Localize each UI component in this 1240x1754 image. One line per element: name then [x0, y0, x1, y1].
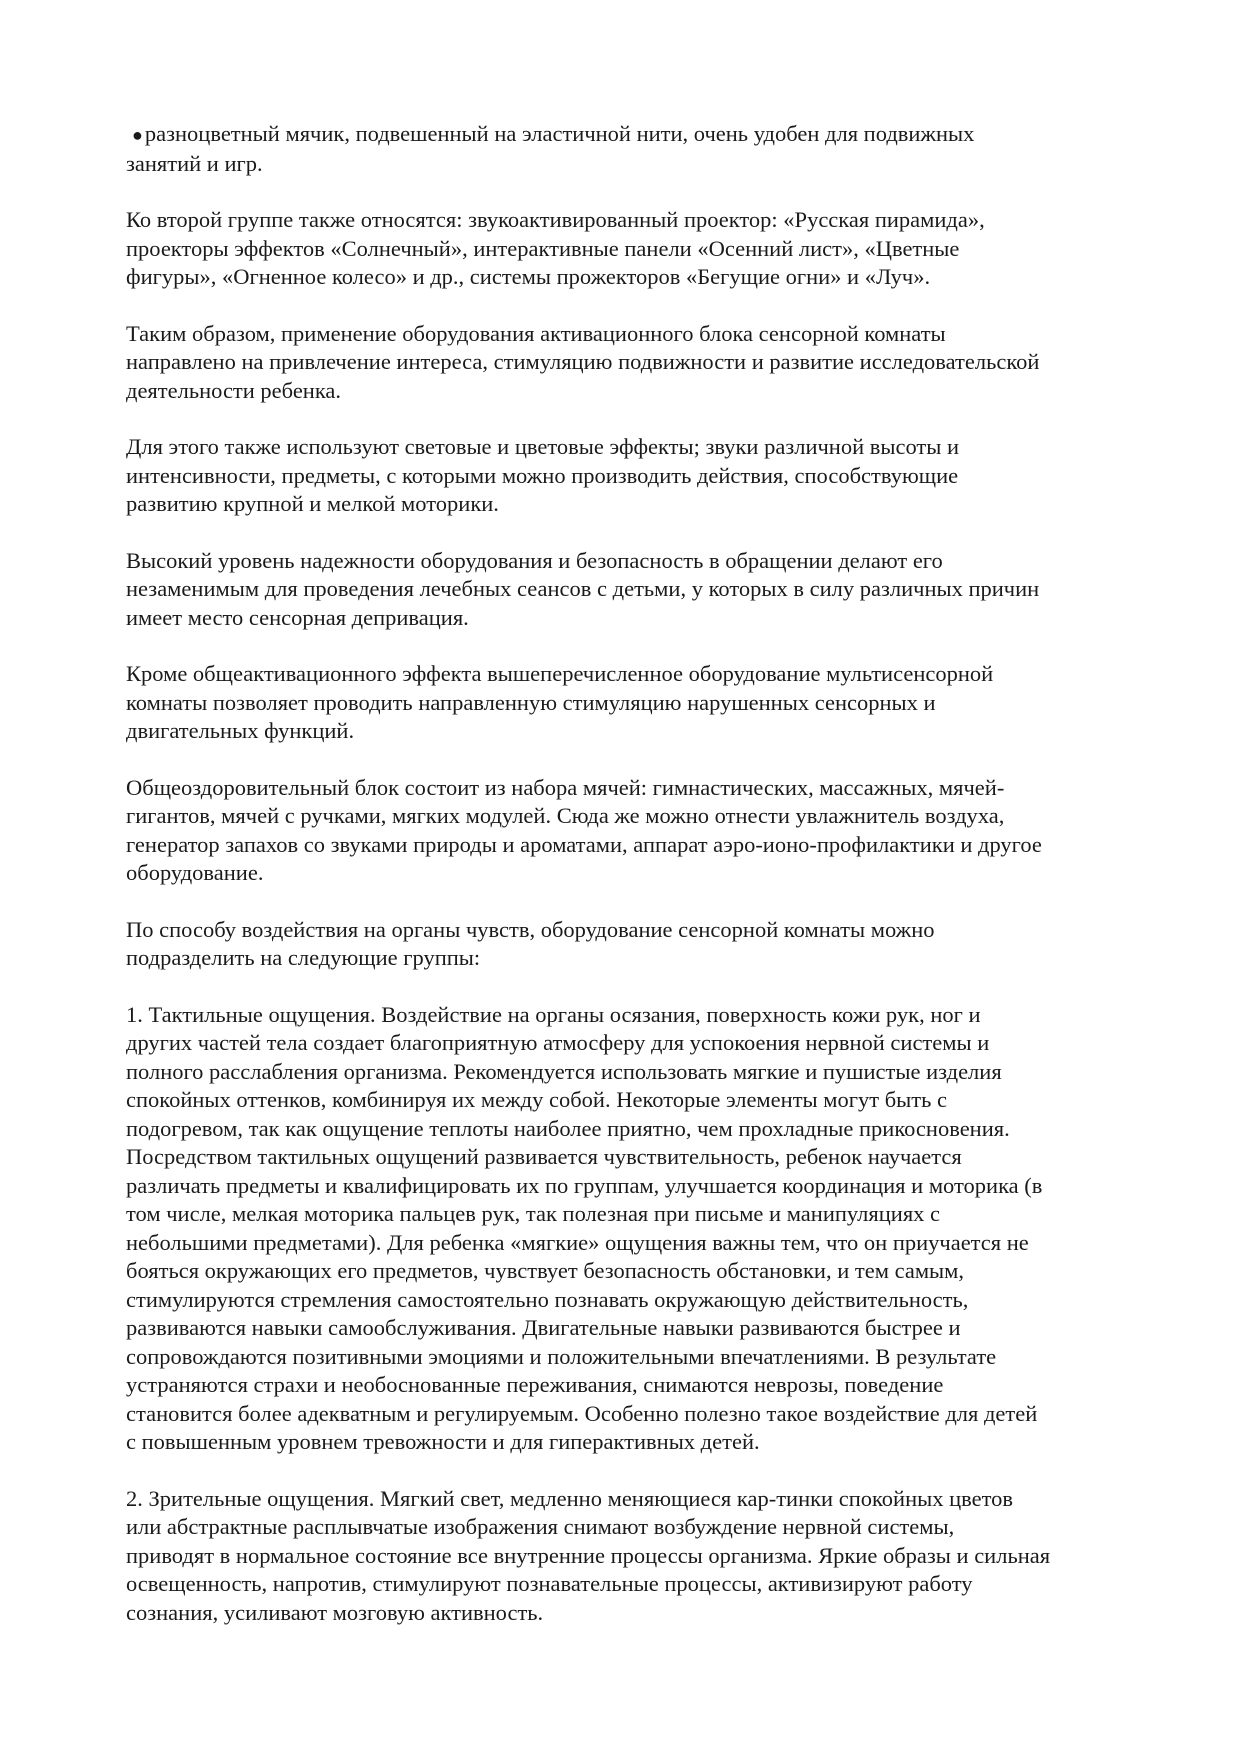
paragraph-line: подогревом, так как ощущение теплоты наиболее приятно, чем прохладные прикосновения. — [126, 1115, 1010, 1141]
paragraph — [126, 320, 1186, 406]
paragraph-line: По способу воздействия на органы чувств, оборудование сенсорной комнаты можно — [126, 916, 935, 942]
paragraph-line: стимулируются стремления самостоятельно познавать окружающую действительность, — [126, 1286, 969, 1312]
bullet-item — [126, 120, 1186, 178]
paragraph-line: подразделить на следующие группы: — [126, 945, 481, 970]
paragraph-line: направлено на привлечение интереса, стимуляцию подвижности и развитие исследовательской — [126, 349, 1040, 374]
paragraph-line: освещенность, напротив, стимулируют познавательные процессы, активизируют работу — [126, 1571, 973, 1596]
paragraph-line: бояться окружающих его предметов, чувствует безопасность обстановки, и тем самым, — [126, 1258, 965, 1283]
paragraph-line: Кроме общеактивационного эффекта вышеперечисленное оборудование мультисенсорной — [126, 661, 994, 686]
paragraph-line: становится более адекватным и регулируемым. Особенно полезно такое воздействие для детей — [126, 1400, 1038, 1426]
paragraph-line: незаменимым для проведения лечебных сеансов с детьми, у которых в силу различных причин — [126, 576, 1040, 601]
bullet-marker: ● — [132, 125, 143, 145]
paragraph-line: сопровождаются позитивными эмоциями и положительными впечатлениями. В результате — [126, 1343, 997, 1369]
paragraph-line: или абстрактные расплывчатые изображения снимают возбуждение нервной системы, — [126, 1514, 955, 1539]
paragraph — [126, 1001, 1186, 1457]
bullet-line-1 — [126, 120, 1186, 150]
paragraph-line: Ко второй группе также относятся: звукоактивированный проектор: «Русская пирамида», — [126, 207, 985, 232]
paragraph-line: других частей тела создает благоприятную атмосферу для успокоения нервной системы и — [126, 1030, 990, 1055]
paragraph-line: фигуры», «Огненное колесо» и др., системы прожекторов «Бегущие огни» и «Луч». — [126, 264, 931, 289]
document-page — [126, 120, 1186, 1655]
paragraph-line: с повышенным уровнем тревожности и для гиперактивных детей. — [126, 1429, 760, 1454]
paragraph-line: комнаты позволяет проводить направленную стимуляцию нарушенных сенсорных и — [126, 689, 936, 715]
paragraph-line: приводят в нормальное состояние все внутренние процессы организма. Яркие образы и сильная — [126, 1542, 1051, 1568]
paragraph — [126, 433, 1186, 519]
paragraph — [126, 206, 1186, 292]
paragraph — [126, 660, 1186, 746]
paragraph — [126, 1485, 1186, 1628]
paragraph — [126, 547, 1186, 633]
paragraph-line: развитию крупной и мелкой моторики. — [126, 491, 499, 516]
paragraph-line: том числе, мелкая моторика пальцев рук, так полезная при письме и манипуляциях с — [126, 1201, 941, 1226]
bullet-line-2: занятий и игр. — [126, 150, 263, 176]
paragraph-line: проекторы эффектов «Солнечный», интерактивные панели «Осенний лист», «Цветные — [126, 235, 960, 261]
paragraph-line: 2. Зрительные ощущения. Мягкий свет, медленно меняющиеся кар-тинки спокойных цветов — [126, 1485, 1014, 1511]
paragraph-line: 1. Тактильные ощущения. Воздействие на органы осязания, поверхность кожи рук, ног и — [126, 1001, 981, 1027]
paragraph-line: генератор запахов со звуками природы и ароматами, аппарат аэро-ионо-профилактики и другое — [126, 831, 1042, 857]
paragraph-line: Общеоздоровительный блок состоит из набора мячей: гимнастических, массажных, мячей- — [126, 774, 1005, 800]
paragraphs-container — [126, 206, 1186, 1627]
paragraph-line: деятельности ребенка. — [126, 377, 342, 403]
paragraph-line: сознания, усиливают мозговую активность. — [126, 1599, 544, 1625]
paragraph-line: оборудование. — [126, 860, 264, 885]
paragraph — [126, 774, 1186, 888]
paragraph-line: Посредством тактильных ощущений развивается чувствительность, ребенок научается — [126, 1144, 962, 1169]
paragraph-line: интенсивности, предметы, с которыми можно производить действия, способствующие — [126, 462, 959, 488]
paragraph-line: имеет место сенсорная депривация. — [126, 604, 469, 630]
paragraph-line: полного расслабления организма. Рекомендуется использовать мягкие и пушистые изделия — [126, 1058, 1002, 1084]
paragraph-line: двигательных функций. — [126, 718, 355, 743]
paragraph-line: небольшими предметами). Для ребенка «мягкие» ощущения важны тем, что он приучается не — [126, 1229, 1029, 1255]
bullet-text: разноцветный мячик, подвешенный на эластичной нити, очень удобен для подвижных — [144, 121, 975, 146]
paragraph-line: Таким образом, применение оборудования активационного блока сенсорной комнаты — [126, 320, 946, 346]
paragraph-line: устраняются страхи и необоснованные переживания, снимаются неврозы, поведение — [126, 1372, 944, 1397]
paragraph-line: развиваются навыки самообслуживания. Двигательные навыки развиваются быстрее и — [126, 1315, 961, 1340]
paragraph-line: Для этого также используют световые и цветовые эффекты; звуки различной высоты и — [126, 434, 960, 459]
paragraph — [126, 916, 1186, 973]
paragraph-line: гигантов, мячей с ручками, мягких модулей. Сюда же можно отнести увлажнитель воздуха, — [126, 803, 1005, 828]
paragraph-line: спокойных оттенков, комбинируя их между собой. Некоторые элементы могут быть с — [126, 1087, 947, 1112]
paragraph-line: различать предметы и квалифицировать их по группам, улучшается координация и моторика (в — [126, 1172, 1043, 1198]
paragraph-line: Высокий уровень надежности оборудования и безопасность в обращении делают его — [126, 547, 943, 573]
